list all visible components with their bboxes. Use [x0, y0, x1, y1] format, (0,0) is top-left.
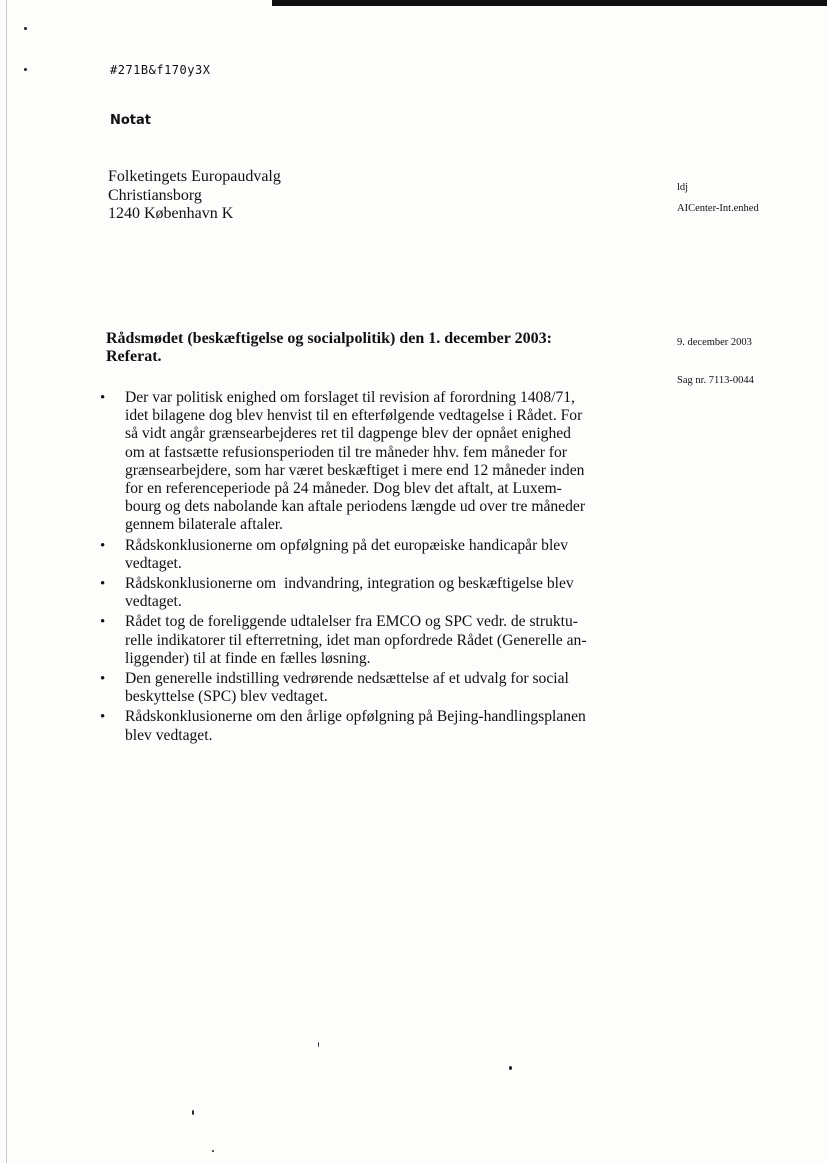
list-item-line: relle indikatorer til efterretning, idet man opfordrede Rådet (Generelle an-: [125, 631, 587, 649]
author-initials: ldj: [677, 182, 689, 193]
scan-edge-bar: [272, 0, 827, 6]
list-item-line: om at fastsætte refusionsperioden til tre måneder hhv. fem måneder for: [125, 443, 567, 461]
list-item-line: for en referenceperiode på 24 måneder. Dog blev det aftalt, at Luxem-: [125, 480, 562, 498]
list-item-line: Den generelle indstilling vedrørende nedsættelse af et udvalg for social: [125, 670, 569, 688]
list-item: [100, 670, 640, 706]
recipient-address: [108, 168, 281, 224]
list-item-line: Der var politisk enighed om forslaget til revision af forordning 1408/71,: [125, 389, 575, 406]
list-item-line: idet bilagene dog blev henvist til en efterfølgende vedtagelse i Rådet. For: [125, 407, 583, 425]
subject-line: Referat.: [106, 348, 162, 365]
list-item-line: grænsearbejdere, som har været beskæftiget i mere end 12 måneder inden: [125, 461, 585, 479]
subject-heading: [106, 330, 626, 366]
case-number: Sag nr. 7113-0044: [677, 375, 754, 386]
scan-speck: [24, 27, 27, 30]
list-item-line: Rådskonklusionerne om den årlige opfølgning på Bejing-handlingsplanen: [125, 708, 586, 726]
bullet-list: [100, 389, 640, 747]
scan-speck: [318, 1042, 319, 1047]
list-item: [100, 537, 640, 573]
list-item-line: Rådskonklusionerne om indvandring, integration og beskæftigelse blev: [125, 575, 574, 593]
scan-speck: [24, 68, 27, 71]
scan-edge-line: [6, 0, 7, 1163]
bullet-icon: •: [100, 576, 106, 593]
list-item-line: bourg og dets nabolande kan aftale periodens længde ud over tre måneder: [125, 498, 586, 516]
bullet-icon: •: [100, 537, 106, 554]
bullet-icon: •: [100, 709, 106, 726]
list-item-line: så vidt angår grænsearbejderes ret til dagpenge blev der opnået enighed: [125, 425, 571, 443]
author-unit: AICenter-Int.enhed: [677, 203, 759, 214]
scan-speck: [192, 1110, 194, 1115]
recipient-line: Folketingets Europaudvalg: [108, 168, 281, 185]
list-item-line: Rådskonklusionerne om opfølgning på det europæiske handicapår blev: [125, 536, 569, 554]
document-type-heading: Notat: [110, 113, 152, 128]
document-date: 9. december 2003: [677, 337, 752, 348]
bullet-icon: •: [100, 390, 106, 406]
list-item-line: Rådet tog de foreliggende udtalelser fra EMCO og SPC vedr. de struktu-: [125, 613, 578, 631]
list-item-line: vedtaget.: [125, 593, 182, 611]
list-item: [100, 708, 640, 744]
list-item: [100, 613, 640, 668]
list-item: [100, 575, 640, 611]
scan-speck: [212, 1150, 214, 1152]
scan-speck: [509, 1066, 512, 1070]
list-item-line: blev vedtaget.: [125, 726, 213, 744]
list-item-line: vedtaget.: [125, 554, 182, 572]
bullet-icon: •: [100, 671, 106, 688]
document-id: #271B&f170y3X: [110, 63, 211, 77]
list-item-line: gennem bilaterale aftaler.: [125, 516, 284, 534]
list-item-line: liggender) til at finde en fælles løsning.: [125, 649, 371, 667]
recipient-line: 1240 København K: [108, 205, 234, 222]
recipient-line: Christiansborg: [108, 186, 202, 204]
bullet-icon: •: [100, 614, 106, 631]
list-item-line: beskyttelse (SPC) blev vedtaget.: [125, 688, 328, 706]
subject-line: Rådsmødet (beskæftigelse og socialpolitik) den 1. december 2003:: [106, 330, 552, 347]
list-item: [100, 389, 640, 535]
